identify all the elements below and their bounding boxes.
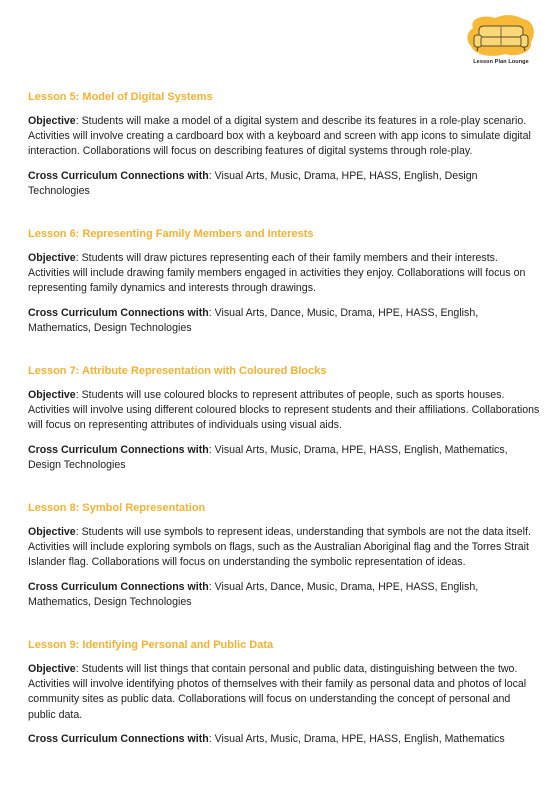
cross-curriculum-label: Cross Curriculum Connections with: [28, 306, 209, 319]
objective-label: Objective: [28, 526, 76, 539]
cross-curriculum-text: : Visual Arts, Music, Drama, HPE, HASS, English, Design Technologies: [28, 169, 478, 197]
cross-curriculum-paragraph: [28, 580, 540, 610]
objective-paragraph: [28, 662, 540, 723]
objective-paragraph: [28, 251, 540, 297]
lesson-plan-lounge-logo: [465, 14, 537, 70]
lesson-title: Lesson 8: Symbol Representation: [28, 502, 206, 515]
cross-curriculum-label: Cross Curriculum Connections with: [28, 732, 209, 745]
cross-curriculum-paragraph: [28, 169, 540, 199]
cross-curriculum-paragraph: [28, 443, 540, 473]
objective-paragraph: [28, 525, 540, 571]
objective-label: Objective: [28, 389, 76, 402]
cross-curriculum-label: Cross Curriculum Connections with: [28, 443, 209, 456]
objective-label: Objective: [28, 115, 76, 127]
lesson-list: [28, 90, 540, 775]
objective-paragraph: [28, 114, 540, 160]
cross-curriculum-text: : Visual Arts, Music, Drama, HPE, HASS, English, Mathematics, Design Technologies: [28, 443, 508, 471]
lesson-title: Lesson 5: Model of Digital Systems: [28, 91, 213, 103]
lesson-title: Lesson 9: Identifying Personal and Public Data: [28, 639, 274, 652]
objective-text: : Students will use symbols to represent ideas, understanding that symbols are not the data itself. Activities will include exploring symbols on flags, such as the Australian Aboriginal flag and the Torres Strait Islander flag. Collaborations will focus on understanding the symbolic representation of ideas.: [28, 526, 531, 569]
logo-text: Lesson Plan Lounge: [473, 59, 529, 65]
lesson-block: [28, 227, 540, 336]
objective-text: : Students will use coloured blocks to represent attributes of people, such as sports houses. Activities will involve using different coloured blocks to represent students and their affiliations. Collaborations will focus on representing attributes of individuals using visual aids.: [28, 389, 540, 432]
cross-curriculum-text: : Visual Arts, Dance, Music, Drama, HPE, HASS, English, Mathematics, Design Technologies: [28, 306, 479, 334]
cross-curriculum-text: : Visual Arts, Dance, Music, Drama, HPE, HASS, English, Mathematics, Design Technologies: [28, 580, 479, 608]
lesson-title: Lesson 7: Attribute Representation with Coloured Blocks: [28, 365, 327, 378]
lesson-block: [28, 638, 540, 747]
cross-curriculum-paragraph: [28, 732, 540, 747]
lesson-block: [28, 364, 540, 473]
sofa-logo-icon: [465, 14, 537, 58]
objective-text: : Students will list things that contain personal and public data, distinguishing between the two. Activities will involve identifying photos of themselves with their family as personal data and photos of local community sites as public data. Collaborations will focus on understanding the concept of personal and public data.: [28, 663, 527, 721]
cross-curriculum-text: : Visual Arts, Music, Drama, HPE, HASS, English, Mathematics: [208, 732, 505, 745]
objective-text: : Students will draw pictures representing each of their family members and their interests. Activities will include drawing family members engaged in activities they enjoy. Collaborations will focus on representing family dynamics and interests through drawings.: [28, 252, 526, 295]
objective-label: Objective: [28, 663, 76, 676]
cross-curriculum-label: Cross Curriculum Connections with: [28, 169, 209, 182]
lesson-block: [28, 90, 540, 199]
cross-curriculum-label: Cross Curriculum Connections with: [28, 580, 209, 593]
objective-text: : Students will make a model of a digital system and describe its features in a role-play scenario. Activities will involve creating a cardboard box with a keyboard and screen with app icons to simulate digital interaction. Collaborations will focus on describing features of digital systems through role-play.: [28, 115, 531, 158]
objective-paragraph: [28, 388, 540, 434]
lesson-title: Lesson 6: Representing Family Members and Interests: [28, 228, 314, 241]
cross-curriculum-paragraph: [28, 306, 540, 336]
lesson-block: [28, 501, 540, 610]
objective-label: Objective: [28, 252, 76, 265]
